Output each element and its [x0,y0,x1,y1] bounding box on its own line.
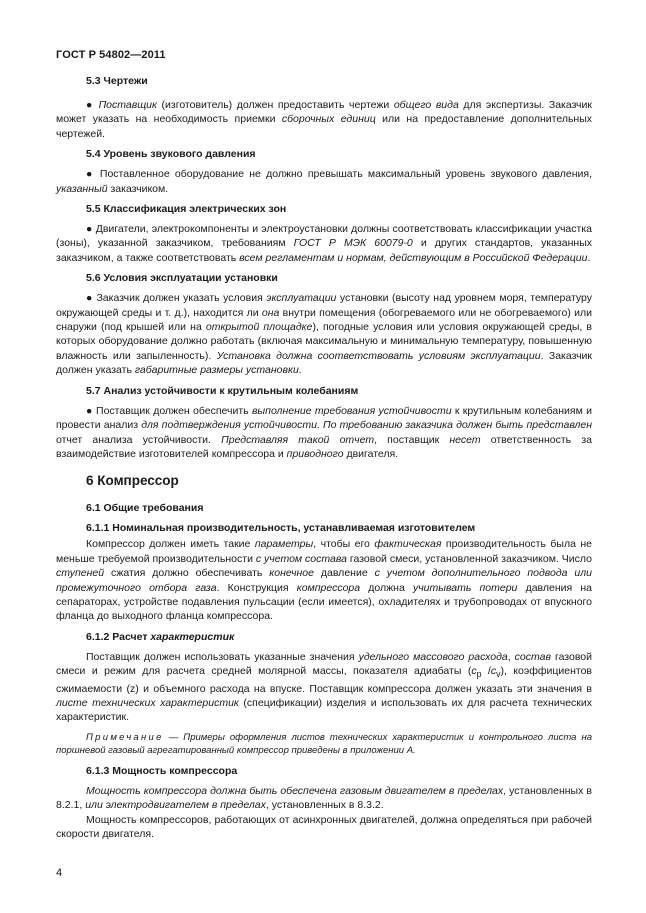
paragraph-5-4: ● Поставленное оборудование не должно превышать максимальный уровень звукового давления, указанный заказчиком. [56,168,592,195]
heading-5-7: 5.7 Анализ устойчивости к крутильным колебаниям [86,384,359,397]
paragraph-5-7: ● Поставщик должен обеспечить выполнение требования устойчивости к крутильным колебаниям и провести анализ для подтверждения устойчивости. По требованию заказчика должен быть представлен отчет анализа устойчивости. Представляя такой отчет, поставщик несет ответственность за взаимодействие изготовителей компрессора и приводного двигателя. [56,404,592,460]
heading-6-1-3: 6.1.3 Мощность компрессора [86,764,238,777]
note-6-1-2: Примечание — Примеры оформления листов технических характеристик и контрольного листа на поршневой газовый агрегатированный компрессор приведены в приложении А. [56,731,592,757]
heading-5-5: 5.5 Классификация электрических зон [86,203,287,216]
paragraph-6-1-3-b: Мощность компрессоров, работающих от асинхронных двигателей, должна определяться при рабочей скорости двигателя. [56,813,592,841]
heading-5-4: 5.4 Уровень звукового давления [86,148,256,161]
document-code: ГОСТ Р 54802—2011 [56,49,166,61]
document-body [56,74,592,842]
heading-6-1: 6.1 Общие требования [86,502,204,515]
paragraph-5-6: ● Заказчик должен указать условия эксплуатации установки (высоту над уровнем моря, температуру окружающей среды и т. д.), находится ли она внутри помещения (обогреваемого или не обогреваемого) или снаружи (под крышей или на открытой площадке), погодные условия или условия окружающей среды, в которых оборудование должно работать (включая максимальную и минимальную температуру, повышенную влажность или запыленность). Установка должна соответствовать условиям эксплуатации. Заказчик должен указать габаритные размеры установки. [56,292,593,377]
heading-6-1-1: 6.1.1 Номинальная производительность, устанавливаемая изготовителем [86,522,476,535]
heading-5-6: 5.6 Условия эксплуатации установки [86,272,278,285]
page-number: 4 [56,867,63,879]
heading-6-1-2: 6.1.2 Расчет характеристик [86,630,235,643]
paragraph-6-1-3-a: Мощность компрессора должна быть обеспечена газовым двигателем в пределах, установленных в 8.2.1, или электродвигателем в пределах, установленных в 8.3.2. [56,784,592,812]
paragraph-6-1-1: Компрессор должен иметь такие параметры, чтобы его фактическая производительность была не меньше требуемой производительности с учетом состава газовой смеси, установленной заказчиком. Число ступеней сжатия должно обеспечивать конечное давление с учетом дополнительного подвода или промежуточного отбора газа. Конструкция компрессора должна учитывать потери давления на сепараторах, устройстве подавления пульсации (если имеется), охладителях и трубопроводах от впускного фланца до выходного фланца компрессора. [56,538,593,623]
paragraph-6-1-2: Поставщик должен использовать указанные значения удельного массового расхода, состав газовой смеси и режим для расчета средней молярной массы, показателя адиабаты ($c_p$ $/c_v$), коэффициентов сжимаемости (z) и объемного расхода на впуске. Поставщик компрессора должен указать эти значения в листе технических характеристик (спецификации) изделия и использовать их для расчета технических характеристик. [56,650,592,724]
paragraph-5-3: ● Поставщик (изготовитель) должен предоставить чертежи общего вида для экспертизы. Заказчик может указать на необходимость приемки сборочных единиц или на предоставление дополнительных чертежей. [56,99,593,140]
heading-5-3: 5.3 Чертежи [86,75,148,87]
heading-6: 6 Компрессор [86,473,179,489]
paragraph-5-5: ● Двигатели, электрокомпоненты и электроустановки должны соответствовать классификации участка (зоны), указанной заказчиком, требованиям ГОСТ Р МЭК 60079-0 и других стандартов, указанных заказчиком, а также соответствовать всем регламентам и нормам, действующим в Российской Федерации. [56,223,593,264]
